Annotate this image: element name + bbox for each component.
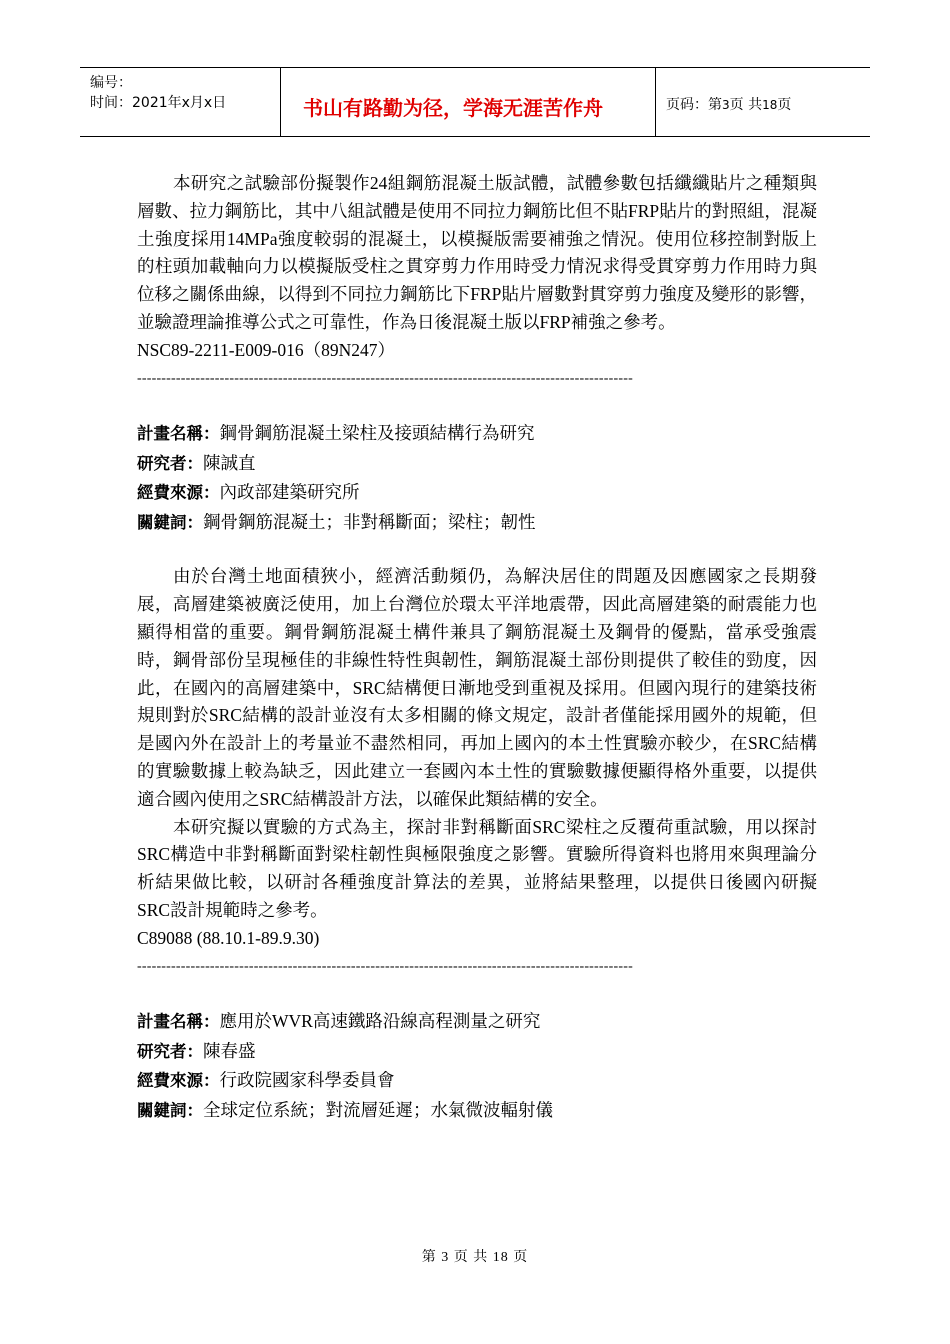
page-suffix: 页 bbox=[777, 97, 792, 113]
page-mid: 页 共 bbox=[729, 97, 763, 113]
page-prefix: 页码：第 bbox=[666, 97, 722, 113]
spacer bbox=[137, 980, 817, 1007]
project2-paragraph-1: 由於台灣土地面積狹小，經濟活動頻仍，為解決居住的問題及因應國家之長期發展，高層建築被廣泛使用，加上台灣位於環太平洋地震帶，因此高層建築的耐震能力也顯得相當的重要。鋼骨鋼筋混凝土構件兼具了鋼筋混凝土及鋼骨的優點，當承受強震時，鋼骨部份呈現極佳的非線性特性與韌性，鋼筋混凝土部份則提供了較佳的勁度，因此，在國內的高層建築中，SRC結構便日漸地受到重視及採用。但國內現行的建築技術規則對於SRC結構的設計並沒有太多相關的條文規定，設計者僅能採用國外的規範，但是國內外在設計上的考量並不盡然相同，再加上國內的本土性實驗亦較少，在SRC結構的實驗數據上較為缺乏，因此建立一套國內本土性的實驗數據便顯得格外重要，以提供適合國內使用之SRC結構設計方法，以確保此類結構的安全。 bbox=[137, 566, 817, 809]
project2-code: C89088 (88.10.1-89.9.30) bbox=[137, 927, 320, 948]
keywords-label: 關鍵詞： bbox=[137, 512, 203, 532]
project-name-label: 計畫名稱： bbox=[137, 424, 220, 444]
header-info-cell bbox=[80, 68, 281, 136]
spacer bbox=[137, 537, 817, 563]
keywords-value: 全球定位系統；對流層延遲；水氣微波輻射儀 bbox=[203, 1099, 553, 1120]
motto-text: 书山有路勤为径，学海无涯苦作舟 bbox=[303, 96, 603, 120]
researcher-label: 研究者： bbox=[137, 453, 203, 473]
header-page-cell bbox=[656, 68, 870, 136]
funding-value: 內政部建築研究所 bbox=[219, 482, 360, 503]
page-total: 18 bbox=[762, 98, 778, 112]
document-body bbox=[137, 170, 817, 1125]
number-label: 编号： bbox=[90, 75, 132, 91]
project2-keywords bbox=[137, 508, 817, 538]
header-page-number bbox=[666, 94, 791, 114]
researcher-label: 研究者： bbox=[137, 1041, 203, 1061]
block1-paragraph: 本研究之試驗部份擬製作24組鋼筋混凝土版試體，試體參數包括纖纖貼片之種類與層數、拉力鋼筋比，其中八組試體是使用不同拉力鋼筋比但不貼FRP貼片的對照組，混凝土強度採用14MPa強度較弱的混凝土，以模擬版需要補強之情況。使用位移控制對版上的柱頭加載軸向力以模擬版受柱之貫穿剪力作用時受力情況求得受貫穿剪力作用時力與位移之關係曲線，以得到不同拉力鋼筋比下FRP貼片層數對貫穿剪力強度及變形的影響，並驗證理論推導公式之可靠性，作為日後混凝土版以FRP補強之參考。 bbox=[137, 173, 817, 332]
keywords-value: 鋼骨鋼筋混凝土；非對稱斷面；梁柱；韌性 bbox=[203, 511, 536, 532]
funding-value: 行政院國家科學委員會 bbox=[219, 1070, 395, 1091]
header-motto-cell bbox=[281, 68, 656, 136]
separator-line: ------------------------------------------------------------------------------------------------------ bbox=[137, 370, 633, 386]
spacer bbox=[137, 392, 817, 419]
project2-paragraph-2: 本研究擬以實驗的方式為主，探討非對稱斷面SRC梁柱之反覆荷重試驗，用以探討SRC構造中非對稱斷面對梁柱韌性與極限強度之影響。實驗所得資料也將用來與理論分析結果做比較，以研討各種強度計算法的差異，並將結果整理，以提供日後國內研擬SRC設計規範時之參考。 bbox=[137, 816, 817, 920]
page-footer: 第 3 页 共 18 页 bbox=[421, 1250, 529, 1265]
project-name-label: 計畫名稱： bbox=[137, 1012, 220, 1032]
page-header bbox=[80, 67, 870, 137]
project3-name bbox=[137, 1007, 817, 1037]
separator-line: ------------------------------------------------------------------------------------------------------ bbox=[137, 958, 633, 974]
page-current: 3 bbox=[722, 98, 730, 112]
project3-keywords bbox=[137, 1096, 817, 1126]
block1-code: NSC89-2211-E009-016（89N247） bbox=[137, 339, 395, 360]
funding-label: 經費來源： bbox=[137, 483, 220, 503]
funding-label: 經費來源： bbox=[137, 1071, 220, 1091]
researcher-value: 陳誠直 bbox=[203, 452, 256, 473]
project2-researcher bbox=[137, 449, 817, 479]
project3-funding bbox=[137, 1066, 817, 1096]
date-label: 时间：2021年x月x日 bbox=[90, 95, 227, 111]
project2-name bbox=[137, 419, 817, 449]
project3-researcher bbox=[137, 1037, 817, 1067]
researcher-value: 陳春盛 bbox=[203, 1040, 256, 1061]
project2-funding bbox=[137, 478, 817, 508]
project-name-value: 應用於WVR高速鐵路沿線高程測量之研究 bbox=[219, 1011, 541, 1032]
keywords-label: 關鍵詞： bbox=[137, 1100, 203, 1120]
project-name-value: 鋼骨鋼筋混凝土梁柱及接頭結構行為研究 bbox=[219, 423, 535, 444]
